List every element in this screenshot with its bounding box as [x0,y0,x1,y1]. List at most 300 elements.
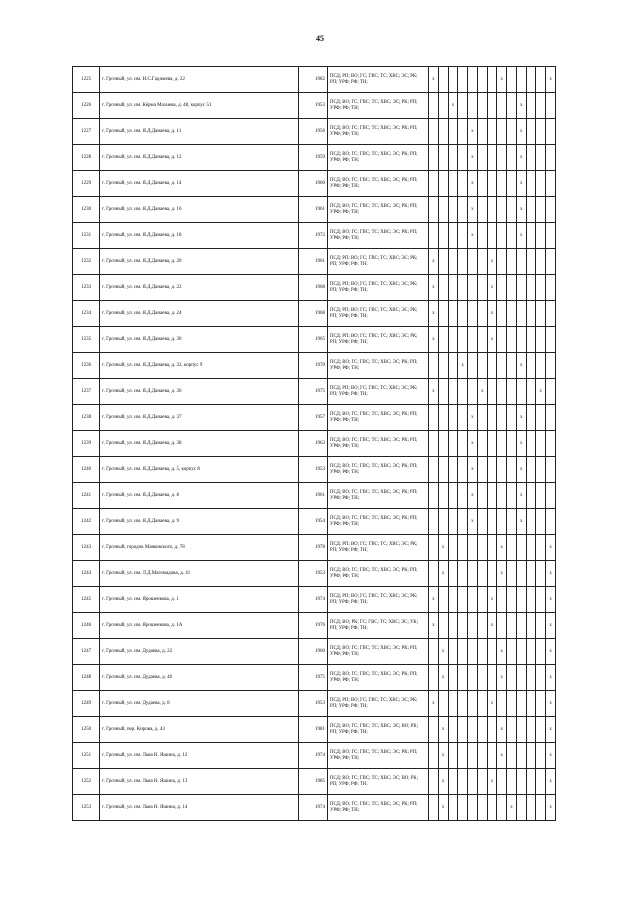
empty-cell [546,509,556,535]
empty-cell [536,769,546,795]
empty-cell [546,197,556,223]
mark-cell: x [468,457,478,483]
year-cell: 1959 [298,145,327,171]
empty-cell [428,535,438,561]
empty-cell [497,691,507,717]
empty-cell [526,301,536,327]
mark-cell: x [428,587,438,613]
empty-cell [428,743,438,769]
empty-cell [448,665,458,691]
mark-cell: x [487,275,497,301]
mark-cell: x [516,457,526,483]
empty-cell [497,613,507,639]
empty-cell [507,691,517,717]
table-row [73,509,556,535]
empty-cell [507,561,517,587]
table-row [73,483,556,509]
empty-cell [526,93,536,119]
empty-cell [477,353,487,379]
empty-cell [516,301,526,327]
empty-cell [468,665,478,691]
empty-cell [497,769,507,795]
empty-cell [507,769,517,795]
empty-cell [497,275,507,301]
empty-cell [497,119,507,145]
systems-cell: ПСД; ВО; ГС; ГВС; ТС; ХВС; ЭС; РК; РП; УРФ; РФ; ТН; [328,145,429,171]
empty-cell [497,405,507,431]
mark-cell: x [468,431,478,457]
row-number: 1252 [73,769,100,795]
mark-cell: x [428,613,438,639]
empty-cell [507,743,517,769]
empty-cell [458,535,468,561]
empty-cell [507,145,517,171]
systems-cell: ПСД; ВО; ГС; ГВС; ТС; ХВС; ЭС; РК; РП; УРФ; РФ; ТН; [328,431,429,457]
systems-cell: ПСД; ВО; ГС; ГВС; ТС; ХВС; ЭС; РК; РП; УРФ; РФ; ТН; [328,119,429,145]
empty-cell [507,353,517,379]
empty-cell [458,223,468,249]
empty-cell [536,613,546,639]
systems-cell: ПСД; ВО; ГС; ГВС; ТС; ХВС; ЭС; РК; РП; УРФ; РФ; ТН; [328,561,429,587]
address-cell: г. Грозный, ул. им. Льва Н. Яшина, д. 13 [100,769,299,795]
empty-cell [448,171,458,197]
empty-cell [526,275,536,301]
empty-cell [526,197,536,223]
address-cell: г. Грозный, ул. им. Ярошенкова, д. 1 [100,587,299,613]
empty-cell [438,353,448,379]
empty-cell [487,535,497,561]
empty-cell [526,587,536,613]
mark-cell: x [468,145,478,171]
empty-cell [536,561,546,587]
address-cell: г. Грозный, городок Маяковского, д. 78 [100,535,299,561]
empty-cell [448,769,458,795]
mark-cell: x [468,119,478,145]
empty-cell [438,405,448,431]
mark-cell: x [438,769,448,795]
row-number: 1229 [73,171,100,197]
year-cell: 1953 [298,93,327,119]
table-row [73,613,556,639]
year-cell: 1961 [298,483,327,509]
empty-cell [526,145,536,171]
table-row [73,587,556,613]
empty-cell [477,587,487,613]
systems-cell: ПСД; ВО; ГС; ГВС; ТС; ХВС; ЭС; ВО; РК; РП; УРФ; РФ; ТН; [328,717,429,743]
address-cell: г. Грозный, ул. им. Льва Н. Яшина, д. 14 [100,795,299,821]
empty-cell [497,483,507,509]
empty-cell [458,171,468,197]
mark-cell: x [546,67,556,93]
empty-cell [487,93,497,119]
empty-cell [497,327,507,353]
empty-cell [468,93,478,119]
mark-cell: x [546,561,556,587]
table-row [73,743,556,769]
mark-cell: x [487,301,497,327]
empty-cell [507,249,517,275]
empty-cell [477,743,487,769]
empty-cell [458,327,468,353]
table-row [73,561,556,587]
empty-cell [477,301,487,327]
empty-cell [516,717,526,743]
table-row [73,119,556,145]
mark-cell: x [468,197,478,223]
table-row [73,769,556,795]
year-cell: 1981 [298,717,327,743]
mark-cell: x [468,509,478,535]
empty-cell [458,431,468,457]
empty-cell [458,691,468,717]
empty-cell [516,743,526,769]
row-number: 1242 [73,509,100,535]
empty-cell [536,743,546,769]
empty-cell [516,275,526,301]
table-row [73,457,556,483]
empty-cell [526,561,536,587]
empty-cell [536,665,546,691]
table-row [73,665,556,691]
systems-cell: ПСД; ВО; ГС; ГВС; ТС; ХВС; ЭС; РК; РП; УРФ; РФ; ТН; [328,353,429,379]
mark-cell: x [438,535,448,561]
empty-cell [477,483,487,509]
empty-cell [428,353,438,379]
empty-cell [438,509,448,535]
empty-cell [487,67,497,93]
table-row [73,249,556,275]
empty-cell [536,223,546,249]
mark-cell: x [487,769,497,795]
year-cell: 1953 [298,561,327,587]
mark-cell: x [516,93,526,119]
address-cell: г. Грозный, пер. Кирова, д. 43 [100,717,299,743]
empty-cell [428,457,438,483]
empty-cell [477,119,487,145]
empty-cell [487,119,497,145]
empty-cell [477,769,487,795]
empty-cell [536,119,546,145]
empty-cell [487,171,497,197]
empty-cell [546,457,556,483]
table-row [73,795,556,821]
empty-cell [468,769,478,795]
mark-cell: x [516,509,526,535]
empty-cell [507,509,517,535]
systems-cell: ПСД; РП; ВО; ГС; ГВС; ТС; ХВС; ЭС; РК; РП; УРФ; РФ; ТН; [328,275,429,301]
empty-cell [458,795,468,821]
empty-cell [546,171,556,197]
empty-cell [468,353,478,379]
empty-cell [507,405,517,431]
empty-cell [438,119,448,145]
mark-cell: x [428,275,438,301]
empty-cell [448,639,458,665]
empty-cell [526,171,536,197]
year-cell: 1953 [298,457,327,483]
empty-cell [487,145,497,171]
empty-cell [536,67,546,93]
empty-cell [536,639,546,665]
empty-cell [448,197,458,223]
address-cell: г. Грозный, ул. им. Дудаева, д. 8 [100,691,299,717]
empty-cell [477,249,487,275]
empty-cell [516,613,526,639]
empty-cell [428,561,438,587]
systems-cell: ПСД; ВО; ГС; ГВС; ТС; ХВС; ЭС; РК; РП; УРФ; РФ; ТН; [328,743,429,769]
address-cell: г. Грозный, ул. им. Я.Д.Данаева, д. 30 [100,327,299,353]
empty-cell [497,431,507,457]
year-cell: 1968 [298,301,327,327]
empty-cell [428,483,438,509]
empty-cell [448,457,458,483]
empty-cell [536,691,546,717]
systems-cell: ПСД; РП; ВО; ГС; ГВС; ТС; ХВС; ЭС; РК; РП; УРФ; РФ; ТН; [328,67,429,93]
empty-cell [516,327,526,353]
mark-cell: x [477,379,487,405]
empty-cell [487,223,497,249]
empty-cell [458,561,468,587]
mark-cell: x [448,93,458,119]
systems-cell: ПСД; ВО; ГС; ГВС; ТС; ХВС; ЭС; РК; РП; УРФ; РФ; ТН; [328,197,429,223]
empty-cell [448,717,458,743]
mark-cell: x [516,145,526,171]
empty-cell [526,67,536,93]
year-cell: 1960 [298,639,327,665]
address-cell: г. Грозный, ул. им. Кёрма Махиева, д. 48, корпус 51 [100,93,299,119]
empty-cell [526,535,536,561]
mark-cell: x [438,561,448,587]
empty-cell [487,483,497,509]
table-row [73,145,556,171]
table-row [73,327,556,353]
empty-cell [536,795,546,821]
table-row [73,379,556,405]
empty-cell [546,145,556,171]
empty-cell [497,457,507,483]
table-row [73,301,556,327]
year-cell: 1974 [298,743,327,769]
mark-cell: x [428,379,438,405]
mark-cell: x [438,665,448,691]
year-cell: 1978 [298,535,327,561]
row-number: 1235 [73,327,100,353]
empty-cell [507,275,517,301]
systems-cell: ПСД; ВО; ГС; ГВС; ТС; ХВС; ЭС; ВО; РК; РП; УРФ; РФ; ТН; [328,769,429,795]
empty-cell [468,743,478,769]
empty-cell [516,67,526,93]
register-table-body [73,67,556,821]
empty-cell [468,691,478,717]
mark-cell: x [546,691,556,717]
empty-cell [458,665,468,691]
systems-cell: ПСД; ВО; ГС; ГВС; ТС; ХВС; ЭС; РК; РП; УРФ; РФ; ТН; [328,665,429,691]
empty-cell [458,509,468,535]
empty-cell [448,119,458,145]
empty-cell [546,379,556,405]
empty-cell [516,639,526,665]
empty-cell [438,197,448,223]
row-number: 1249 [73,691,100,717]
year-cell: 1974 [298,587,327,613]
empty-cell [516,795,526,821]
empty-cell [458,119,468,145]
empty-cell [487,743,497,769]
mark-cell: x [516,431,526,457]
year-cell: 1953 [298,691,327,717]
empty-cell [487,457,497,483]
row-number: 1238 [73,405,100,431]
register-table [72,66,556,821]
empty-cell [458,405,468,431]
empty-cell [526,457,536,483]
empty-cell [526,353,536,379]
empty-cell [438,327,448,353]
mark-cell: x [516,119,526,145]
empty-cell [468,535,478,561]
empty-cell [536,717,546,743]
address-cell: г. Грозный, ул. им. Н.С.Гаджиева, д. 22 [100,67,299,93]
empty-cell [546,275,556,301]
mark-cell: x [497,67,507,93]
empty-cell [516,587,526,613]
empty-cell [477,509,487,535]
address-cell: г. Грозный, ул. им. Я.Д.Данаева, д. 11 [100,119,299,145]
empty-cell [438,145,448,171]
year-cell: 1963 [298,431,327,457]
table-row [73,275,556,301]
empty-cell [468,795,478,821]
mark-cell: x [516,223,526,249]
empty-cell [428,405,438,431]
mark-cell: x [428,327,438,353]
empty-cell [536,509,546,535]
address-cell: г. Грозный, ул. им. Льва Н. Яшина, д. 12 [100,743,299,769]
empty-cell [477,639,487,665]
empty-cell [438,431,448,457]
year-cell: 1968 [298,275,327,301]
table-row [73,535,556,561]
empty-cell [458,301,468,327]
empty-cell [516,561,526,587]
mark-cell: x [428,249,438,275]
mark-cell: x [516,483,526,509]
mark-cell: x [468,405,478,431]
empty-cell [428,93,438,119]
empty-cell [536,431,546,457]
empty-cell [477,275,487,301]
empty-cell [477,613,487,639]
year-cell: 1985 [298,769,327,795]
empty-cell [458,145,468,171]
empty-cell [477,795,487,821]
empty-cell [448,275,458,301]
mark-cell: x [428,301,438,327]
empty-cell [487,197,497,223]
address-cell: г. Грозный, ул. им. Я.Д.Данаева, д. 12 [100,145,299,171]
mark-cell: x [546,795,556,821]
mark-cell: x [497,743,507,769]
mark-cell: x [546,535,556,561]
year-cell: 1954 [298,509,327,535]
empty-cell [546,431,556,457]
empty-cell [438,457,448,483]
row-number: 1230 [73,197,100,223]
mark-cell: x [428,691,438,717]
systems-cell: ПСД; РП; ВО; ГС; ГВС; ТС; ХВС; ЭС; РК; РП; УРФ; РФ; ТН; [328,249,429,275]
empty-cell [477,561,487,587]
empty-cell [477,457,487,483]
empty-cell [507,301,517,327]
table-row [73,67,556,93]
address-cell: г. Грозный, ул. им. Я.Д.Данаева, д. 38 [100,431,299,457]
empty-cell [438,301,448,327]
empty-cell [546,301,556,327]
empty-cell [428,119,438,145]
empty-cell [448,431,458,457]
address-cell: г. Грозный, ул. им. Ярошенкова, д. 1А [100,613,299,639]
row-number: 1237 [73,379,100,405]
empty-cell [536,587,546,613]
empty-cell [526,743,536,769]
row-number: 1236 [73,353,100,379]
empty-cell [438,275,448,301]
mark-cell: x [497,639,507,665]
row-number: 1251 [73,743,100,769]
address-cell: г. Грозный, ул. им. Л.Д.Магомадова, д. 41 [100,561,299,587]
table-row [73,223,556,249]
mark-cell: x [497,561,507,587]
row-number: 1233 [73,275,100,301]
empty-cell [477,431,487,457]
empty-cell [536,171,546,197]
empty-cell [428,431,438,457]
row-number: 1232 [73,249,100,275]
table-row [73,93,556,119]
address-cell: г. Грозный, ул. им. Дудаева, д. 22 [100,639,299,665]
empty-cell [477,223,487,249]
table-row [73,353,556,379]
empty-cell [468,327,478,353]
page-number: 45 [316,34,324,43]
empty-cell [546,249,556,275]
empty-cell [448,405,458,431]
empty-cell [536,93,546,119]
empty-cell [536,405,546,431]
address-cell: г. Грозный, ул. им. Я.Д.Данаева, д. 9 [100,509,299,535]
row-number: 1243 [73,535,100,561]
systems-cell: ПСД; РП; ВО; ГС; ГВС; ТС; ХВС; ЭС; РК; РП; УРФ; РФ; ТН; [328,535,429,561]
empty-cell [448,353,458,379]
empty-cell [536,249,546,275]
empty-cell [438,379,448,405]
row-number: 1227 [73,119,100,145]
empty-cell [448,535,458,561]
empty-cell [448,301,458,327]
empty-cell [487,639,497,665]
empty-cell [487,717,497,743]
mark-cell: x [536,379,546,405]
empty-cell [458,93,468,119]
empty-cell [428,223,438,249]
empty-cell [536,301,546,327]
empty-cell [448,379,458,405]
mark-cell: x [497,717,507,743]
row-number: 1234 [73,301,100,327]
empty-cell [468,561,478,587]
systems-cell: ПСД; РП; ВО; ГС; ГВС; ТС; ХВС; ЭС; РК; РП; УРФ; РФ; ТН; [328,327,429,353]
empty-cell [428,509,438,535]
